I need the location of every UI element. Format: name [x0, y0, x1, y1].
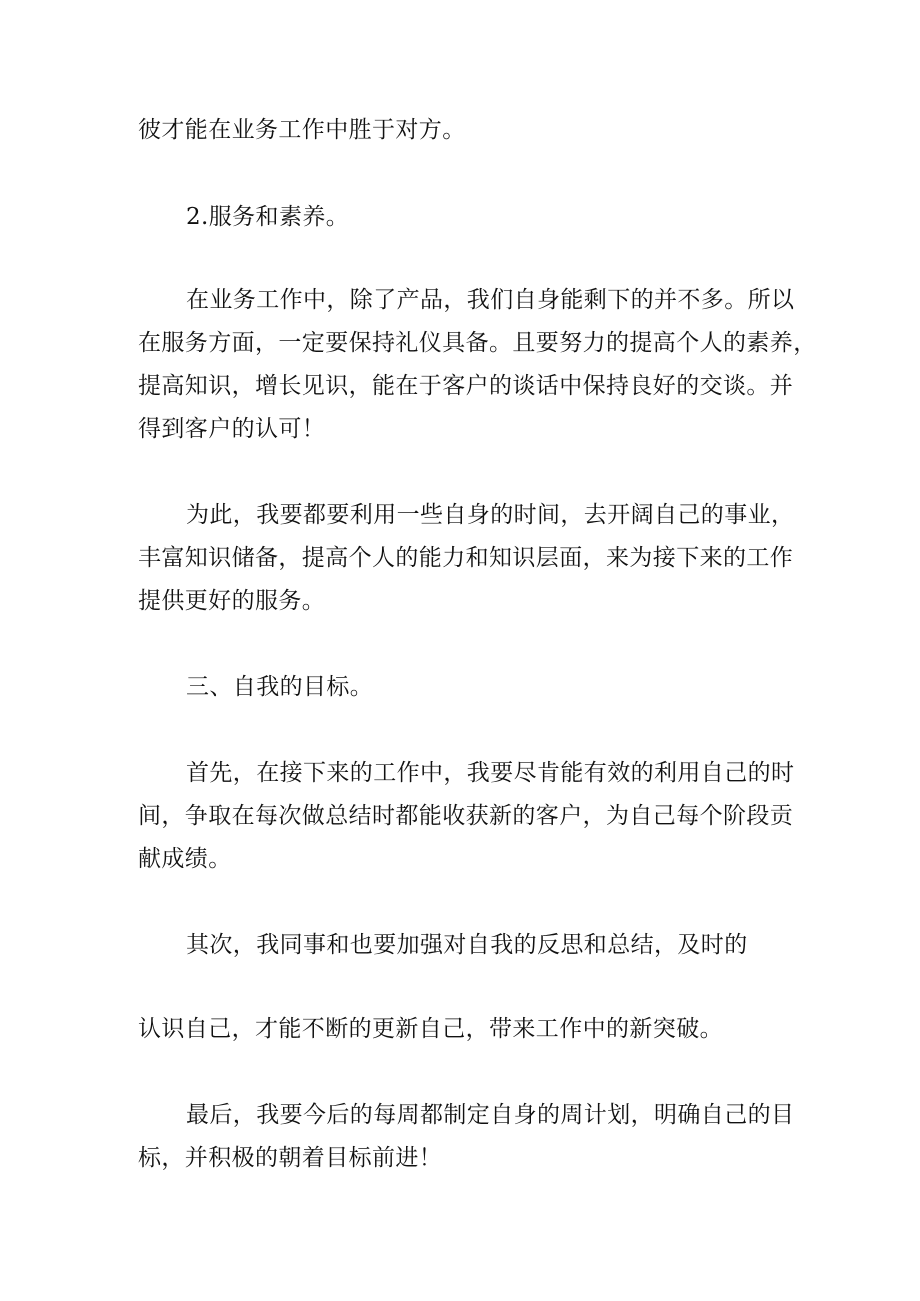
paragraph-service-line-4: 得到客户的认可！: [138, 416, 326, 442]
paragraph-first-line-1: 首先，在接下来的工作中，我要尽肯能有效的利用自己的时: [186, 760, 795, 786]
paragraph-service-line-3: 提高知识，增长见识，能在于客户的谈话中保持良好的交谈。并: [138, 373, 794, 399]
section-3-heading: 三、自我的目标。: [186, 674, 374, 700]
paragraph-last-line-2: 标，并积极的朝着目标前进！: [138, 1145, 443, 1171]
paragraph-second-line-1: 其次，我同事和也要加强对自我的反思和总结，及时的: [186, 932, 748, 958]
continuation-text: 彼才能在业务工作中胜于对方。: [138, 117, 466, 143]
section-2-heading: 2.服务和素养。: [186, 204, 350, 230]
paragraph-service-line-1: 在业务工作中，除了产品，我们自身能剩下的并不多。所以: [186, 287, 795, 313]
paragraph-therefore-line-1: 为此，我要都要利用一些自身的时间，去开阔自己的事业，: [186, 502, 795, 528]
paragraph-first-line-3: 献成绩。: [138, 846, 232, 872]
paragraph-last-line-1: 最后，我要今后的每周都制定自身的周计划，明确自己的目: [186, 1102, 795, 1128]
paragraph-therefore-line-3: 提供更好的服务。: [138, 588, 326, 614]
paragraph-first-line-2: 间，争取在每次做总结时都能收获新的客户，为自己每个阶段贡: [138, 803, 794, 829]
paragraph-therefore-line-2: 丰富知识储备，提高个人的能力和知识层面，来为接下来的工作: [138, 545, 794, 571]
paragraph-service-line-2: 在服务方面，一定要保持礼仪具备。且要努力的提高个人的素养，: [138, 330, 817, 356]
paragraph-second-line-2: 认识自己，才能不断的更新自己，带来工作中的新突破。: [138, 1016, 723, 1042]
